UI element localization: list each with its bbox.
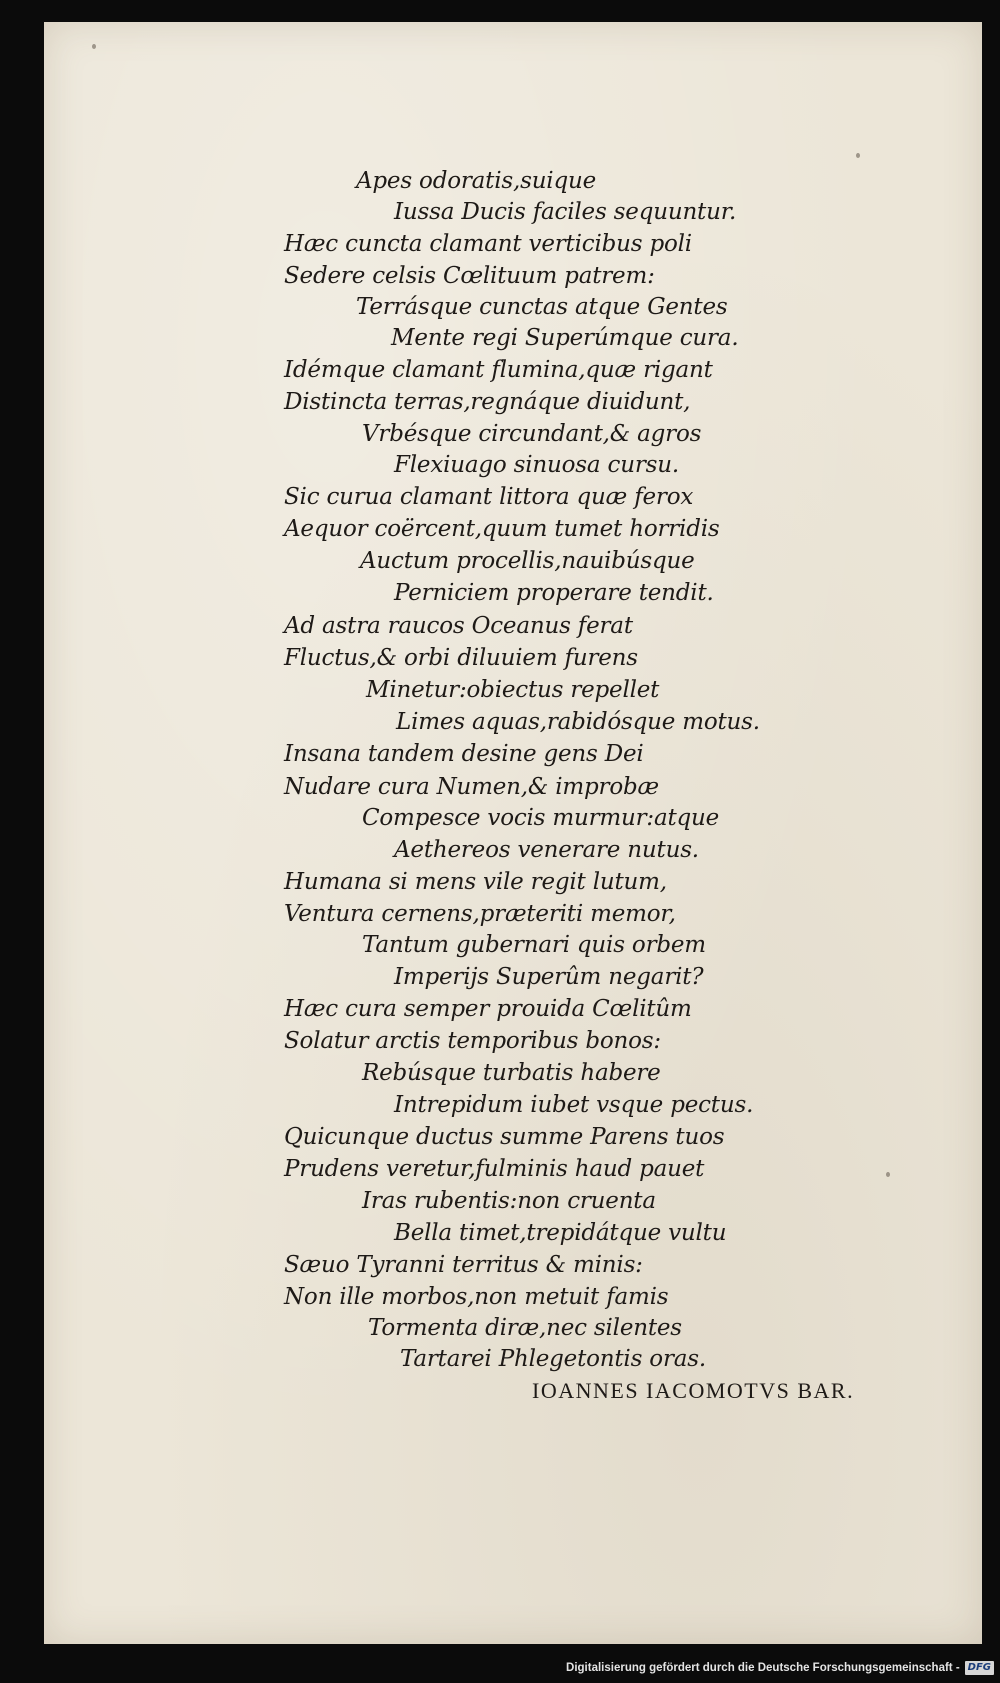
poem-line: Vrbésque circundant,& agros — [362, 421, 702, 447]
poem-line: Limes aquas,rabidósque motus. — [396, 709, 760, 735]
poem-line: Hæc cura semper prouida Cœlitûm — [284, 996, 692, 1022]
poem-line: Prudens veretur,fulminis haud pauet — [284, 1156, 705, 1182]
poem-line: Ad astra raucos Oceanus ferat — [284, 613, 633, 639]
author-signature: IOANNES IACOMOTVS BAR. — [532, 1378, 855, 1403]
poem-line: Terrásque cunctas atque Gentes — [356, 294, 728, 320]
poem-line: Fluctus,& orbi diluuiem furens — [284, 645, 638, 671]
poem-line: Tartarei Phlegetontis oras. — [400, 1346, 706, 1372]
poem-line: Aequor coërcent,quum tumet horridis — [284, 516, 720, 542]
poem-line: Flexiuago sinuosa cursu. — [394, 452, 679, 478]
footer-credit-text: Digitalisierung gefördert durch die Deutsche Forschungsgemeinschaft - — [566, 1662, 960, 1674]
poem-line: Sedere celsis Cœlituum patrem: — [284, 263, 655, 289]
poem-line: Non ille morbos,non metuit famis — [284, 1284, 669, 1310]
footer-credit — [566, 1657, 994, 1679]
poem-line: Idémque clamant flumina,quæ rigant — [284, 357, 713, 383]
poem-line: Hæc cuncta clamant verticibus poli — [284, 231, 692, 257]
poem-line: Humana si mens vile regit lutum, — [284, 869, 667, 895]
poem-line: Intrepidum iubet vsque pectus. — [394, 1092, 754, 1118]
poem-line: Sic curua clamant littora quæ ferox — [284, 484, 694, 510]
poem-line: Bella timet,trepidátque vultu — [394, 1220, 727, 1246]
poem-line: Imperijs Superûm negarit? — [394, 964, 704, 990]
poem-line: Iras rubentis:non cruenta — [362, 1188, 656, 1214]
poem-line: Auctum procellis,nauibúsque — [360, 548, 695, 574]
poem-line: Compesce vocis murmur:atque — [362, 805, 720, 831]
poem-line: Ventura cernens,præteriti memor, — [284, 901, 676, 927]
poem-line: Mente regi Superúmque cura. — [391, 325, 739, 351]
poem-line: Iussa Ducis faciles sequuntur. — [394, 199, 737, 225]
poem — [44, 22, 982, 1644]
poem-line: Insana tandem desine gens Dei — [284, 741, 644, 767]
poem-line: Apes odoratis,suique — [356, 168, 597, 194]
poem-line: Nudare cura Numen,& improbæ — [284, 774, 659, 800]
poem-line: Rebúsque turbatis habere — [362, 1060, 661, 1086]
poem-line: Tormenta diræ,nec silentes — [368, 1315, 682, 1341]
poem-line: Perniciem properare tendit. — [394, 580, 714, 606]
page-scan — [44, 22, 982, 1644]
poem-line: Quicunque ductus summe Parens tuos — [284, 1124, 725, 1150]
poem-line: Aethereos venerare nutus. — [394, 837, 699, 863]
poem-line: Tantum gubernari quis orbem — [362, 932, 706, 958]
poem-line: Sæuo Tyranni territus & minis: — [284, 1252, 643, 1278]
dfg-logo-icon: DFG — [965, 1661, 994, 1675]
poem-line: Solatur arctis temporibus bonos: — [284, 1028, 661, 1054]
poem-line: Minetur:obiectus repellet — [366, 677, 660, 703]
poem-line: Distincta terras,regnáque diuidunt, — [284, 389, 691, 415]
